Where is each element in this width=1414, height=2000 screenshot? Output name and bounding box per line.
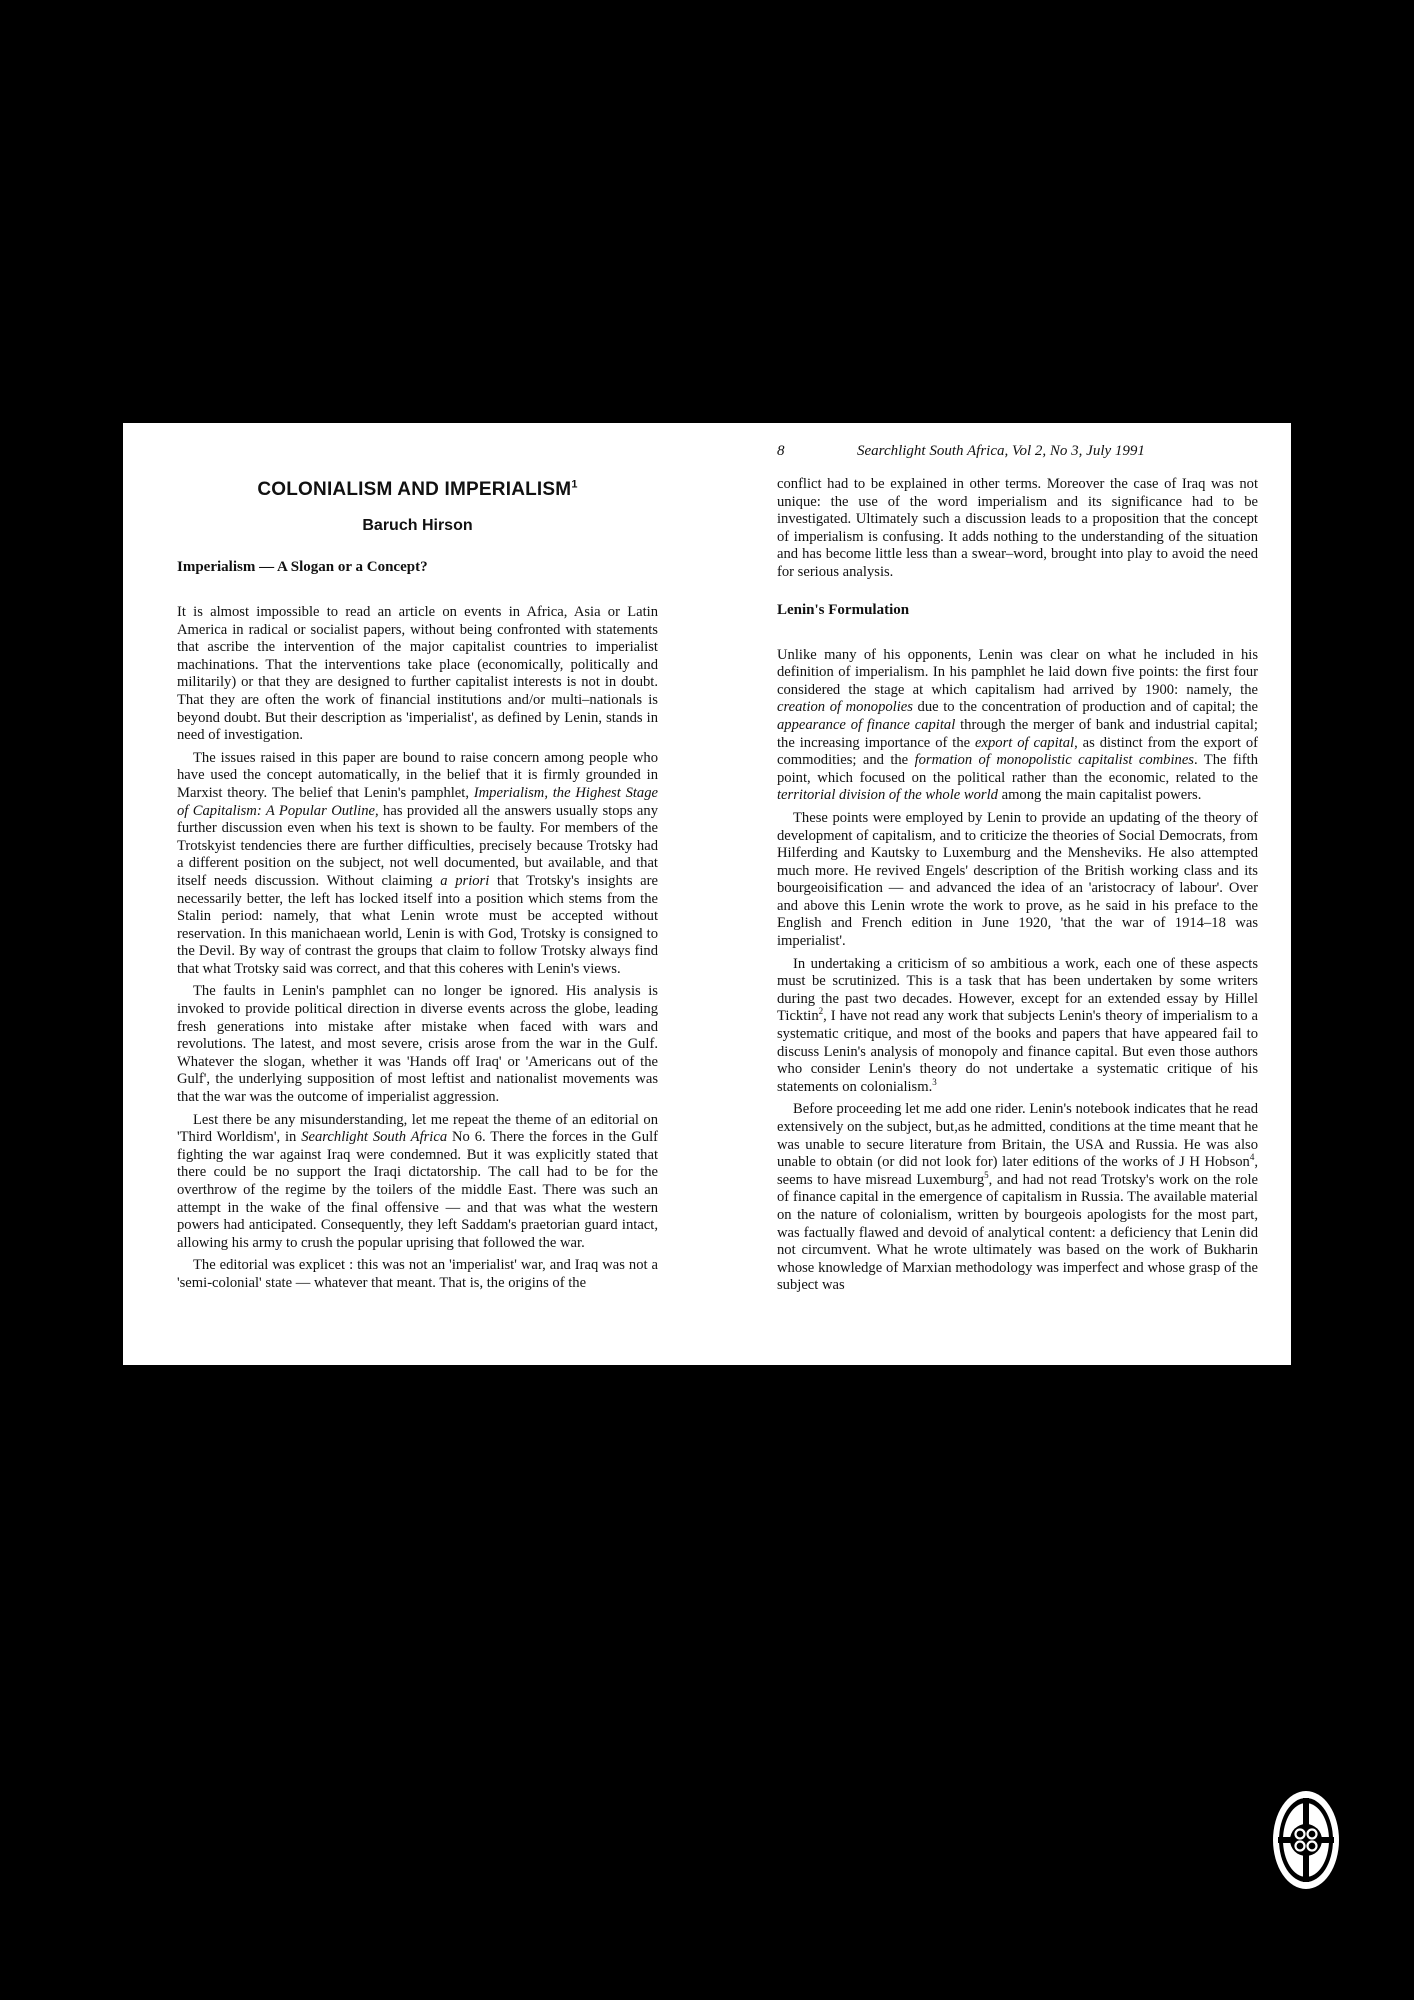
paragraph (777, 476, 1258, 582)
paragraph-text: The faults in Lenin's pamphlet can no longer be ignored. His analysis is invoked to provide political direction in diverse events across the globe, leading fresh generations into mistake after mistake when faced with wars and revolutions. The latest, and most severe, crisis arose from the war in the Gulf. Whatever the slogan, whether it was 'Hands off Iraq' or 'Americans out of the Gulf', the underlying supposition of most leftist and nationalist movements was that the war was the outcome of imperialist aggression. (177, 983, 658, 1106)
footnote-marker: 3 (932, 1076, 937, 1087)
footnote-marker: 2 (818, 1006, 824, 1017)
paragraph-text: . The fifth point, which focused on the political rather than the economic, related to the (777, 752, 1259, 786)
italic-phrase: export of capital (975, 734, 1075, 751)
running-head (777, 443, 1258, 460)
paragraph-text: , I have not read any work that subjects Lenin's theory of imperialism to a systematic critique, and most of the books and papers that have appeared fail to discuss Lenin's analysis of monopoly and finance capital. But even those authors who consider Lenin's theory do not undertake a systematic critique of his statements on colonialism. (777, 1008, 1258, 1095)
running-head-text: Searchlight South Africa, Vol 2, No 3, July 1991 (857, 443, 1145, 459)
paragraph-text: The editorial was explicet : this was not an 'imperialist' war, and Iraq was not a 'semi-colonial' state — whatever that meant. That is, the origins of the (177, 1257, 658, 1291)
italic-phrase: appearance of finance capital (777, 716, 956, 733)
paragraph-text: The issues raised in this paper are bound to raise concern among people who have used the concept automatically, in the belief that it is firmly grounded in Marxist theory. The belief that Lenin's pamphlet, (177, 749, 658, 801)
article-title-text: COLONIALISM AND IMPERIALISM (257, 479, 572, 500)
paragraph (177, 1257, 658, 1292)
italic-phrase: creation of monopolies (777, 699, 913, 716)
paragraph-text: Before proceeding let me add one rider. Lenin's notebook indicates that he read extensively on the subject, but,as he admitted, conditions at the time meant that he was unable to secure literature from Britain, the USA and Russia. He was also unable to obtain (or did not look for) later editions of the works of J H Hobson (777, 1101, 1258, 1171)
section-heading-imperialism: Imperialism — A Slogan or a Concept? (177, 559, 428, 575)
paragraph-text: due to the concentration of production and of capital; the (912, 699, 1258, 716)
paragraph-text: through the merger of bank and industrial capital; the increasing importance of the (777, 716, 1258, 751)
footnote-marker: 5 (984, 1169, 989, 1180)
italic-title: Imperialism, the Highest Stage of Capitalism: A Popular Outline (177, 784, 658, 819)
right-page (777, 443, 1258, 1300)
paragraph-text: No 6. There the forces in the Gulf fighting the war against Iraq were condemned. But it was explicitly stated that there could be no support the Iraqi dictatorship. The call had to be for the overthrow of the regime by the toilers of the middle East. There was such an attempt in the wake of the final offensive — and that was what the western powers had anticipated. Consequently, they left Saddam's praetorian guard intact, allowing his army to crush the popular uprising that followed the war. (177, 1129, 658, 1251)
paragraph-text: among the main capitalist powers. (997, 787, 1202, 804)
paragraph (177, 750, 658, 979)
section-heading-lenins-formulation: Lenin's Formulation (777, 601, 910, 618)
paragraph-text: Lest there be any misunderstanding, let me repeat the theme of an editorial on 'Third Worldism', in (177, 1111, 658, 1146)
left-page (177, 479, 658, 1298)
paragraph (777, 647, 1258, 805)
paragraph-text: , as distinct from the export of commodities; and the (777, 734, 1259, 769)
paragraph (177, 983, 658, 1106)
oval-seal-logo-icon (1270, 1788, 1342, 1892)
italic-phrase: territorial division of the whole world (777, 787, 998, 804)
paragraph-text: that Trotsky's insights are necessarily better, the left has locked itself into a position which stems from the Stalin period: namely, that what Lenin wrote must be accepted without reservation. In this manichaean world, Lenin is with God, Trotsky is consigned to the Devil. By way of contrast the groups that claim to follow Trotsky always find that what Trotsky said was correct, and that this coheres with Lenin's views. (177, 872, 658, 977)
paragraph (777, 810, 1258, 951)
paragraph (777, 1101, 1258, 1295)
italic-journal: Searchlight South Africa (301, 1129, 448, 1146)
article-author: Baruch Hirson (362, 517, 473, 534)
paragraph-text: In undertaking a criticism of so ambitious a work, each one of these aspects must be scrutinized. This is a task that has been undertaken by some writers during the past two decades. However, except for an extended essay by Hillel Ticktin (777, 955, 1258, 1025)
book-spread (123, 423, 1291, 1365)
paragraph-text: These points were employed by Lenin to provide an updating of the theory of development of capitalism, and to criticize the theories of Social Democrats, from Hilferding and Kautsky to Luxemburg and the Mensheviks. He also attempted much more. He revived Engels' description of the British working class and its bourgeoisification — and advanced the idea of an 'aristocracy of labour'. Over and above this Lenin wrote the work to prove, as he said in his preface to the English and French edition in June 1920, 'that the war of 1914–18 was imperialist'. (777, 809, 1258, 950)
italic-phrase: formation of monopolistic capitalist combines (914, 752, 1194, 769)
paragraph-text: conflict had to be explained in other terms. Moreover the case of Iraq was not unique: the use of the word imperialism and its significance had to be investigated. Ultimately such a discussion leads to a proposition that the concept of imperialism is confusing. It adds nothing to the understanding of the situation and has become little less than a swear–word, brought into play to avoid the need for serious analysis. (777, 476, 1258, 580)
italic-phrase: a priori (440, 872, 490, 889)
paragraph (177, 1112, 658, 1253)
page-number: 8 (777, 443, 785, 459)
paragraph-text: , has provided all the answers usually stops any further discussion even when his text is shown to be faulty. For members of the Trotskyist tendencies there are further difficulties, precisely because Trotsky had a different position on the subject, not well documented, but available, and that itself needs discussion. Without claiming (177, 802, 658, 889)
paragraph (777, 956, 1258, 1097)
paragraph-text: , seems to have misread Luxemburg (777, 1154, 1258, 1188)
article-title (177, 479, 658, 501)
paragraph-text: , and had not read Trotsky's work on the role of finance capital in the emergence of capitalism in Russia. The available material on the nature of colonialism, written by bourgeois apologists for the most part, was factually flawed and devoid of analytical content: a deficiency that Lenin did not circumvent. What he wrote ultimately was based on the work of Bukharin whose knowledge of Marxian methodology was imperfect and whose grasp of the subject was (777, 1171, 1259, 1294)
paragraph-text: Unlike many of his opponents, Lenin was clear on what he included in his definition of imperialism. In his pamphlet he laid down five points: the first four considered the stage at which capitalism had arrived by 1900: namely, the (777, 646, 1258, 698)
paragraph (177, 604, 658, 745)
footnote-marker: 4 (1249, 1152, 1255, 1163)
title-footnote-marker: 1 (571, 478, 578, 491)
paragraph-text: It is almost impossible to read an article on events in Africa, Asia or Latin America in radical or socialist papers, without being confronted with statements that ascribe the intervention of the major capitalist countries to imperialist machinations. That the interventions take place (economically, politically and militarily) or that they are designed to further capitalist interests is not in doubt. That they are often the work of financial institutions and/or multi–nationals is beyond doubt. But their description as 'imperialist', as defined by Lenin, stands in need of investigation. (177, 604, 658, 744)
